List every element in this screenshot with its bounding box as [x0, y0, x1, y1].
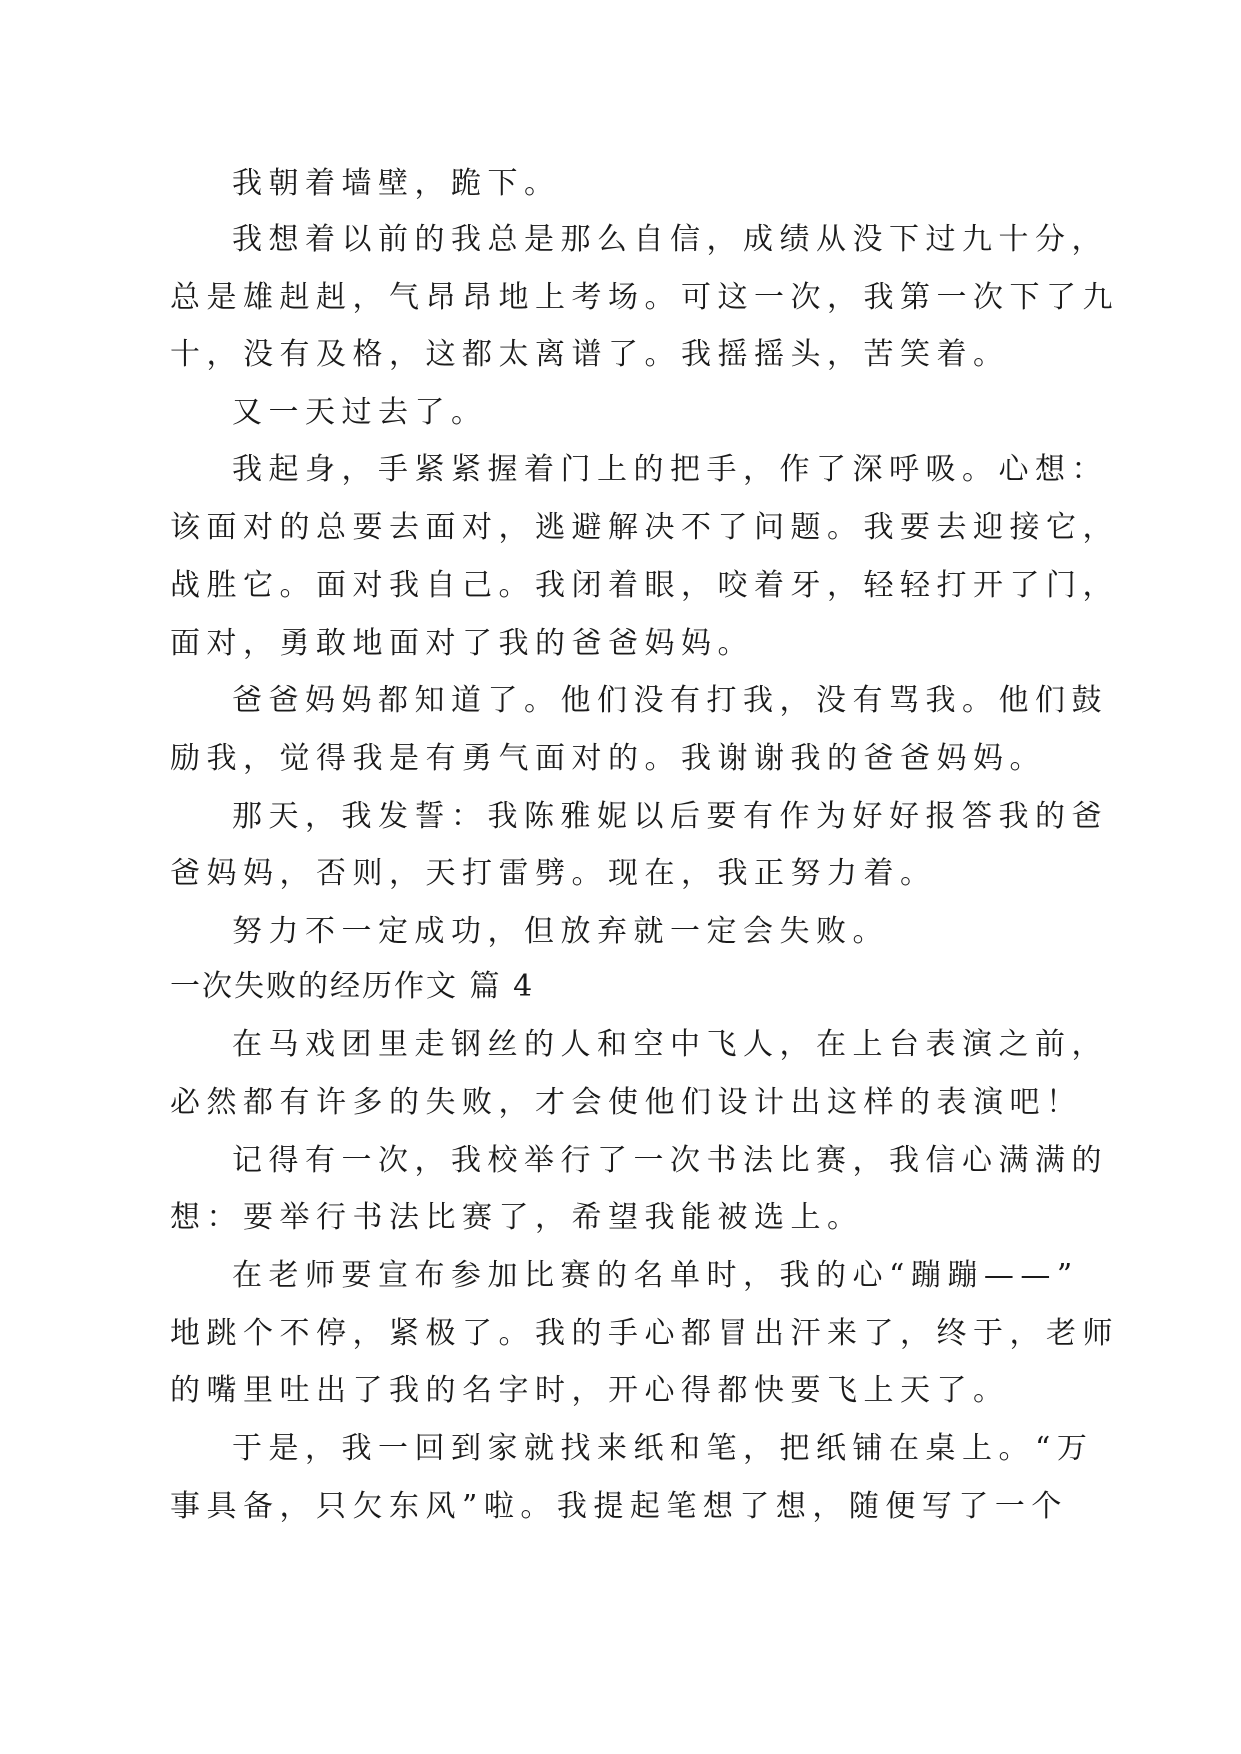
text-line: 努力不一定成功，但放弃就一定会失败。 [232, 914, 889, 949]
text-line: 事具备，只欠东风”啦。我提起笔想了想，随便写了一个 [170, 1489, 1068, 1524]
text-line: 该面对的总要去面对，逃避解决不了问题。我要去迎接它， [170, 510, 1119, 545]
text-line: 在马戏团里走钢丝的人和空中飞人，在上台表演之前， [232, 1027, 1108, 1062]
text-line: 总是雄赳赳，气昂昂地上考场。可这一次，我第一次下了九 [170, 280, 1119, 315]
text-line: 我朝着墙壁，跪下。 [232, 166, 561, 201]
text-line: 的嘴里吐出了我的名字时，开心得都快要飞上天了。 [170, 1373, 1010, 1408]
text-line: 记得有一次，我校举行了一次书法比赛，我信心满满的 [232, 1143, 1108, 1178]
text-line: 战胜它。面对我自己。我闭着眼，咬着牙，轻轻打开了门， [170, 568, 1119, 603]
text-line: 爸妈妈，否则，天打雷劈。现在，我正努力着。 [170, 856, 937, 891]
text-line: 必然都有许多的失败，才会使他们设计出这样的表演吧！ [170, 1085, 1083, 1120]
text-line: 爸爸妈妈都知道了。他们没有打我，没有骂我。他们鼓 [232, 683, 1108, 718]
text-line: 十，没有及格，这都太离谱了。我摇摇头，苦笑着。 [170, 337, 1010, 372]
text-line: 地跳个不停，紧极了。我的手心都冒出汗来了，终于，老师 [170, 1316, 1119, 1351]
text-line: 励我，觉得我是有勇气面对的。我谢谢我的爸爸妈妈。 [170, 741, 1046, 776]
text-line: 又一天过去了。 [232, 395, 488, 430]
text-line: 我想着以前的我总是那么自信，成绩从没下过九十分， [232, 222, 1108, 257]
text-line: 想：要举行书法比赛了，希望我能被选上。 [170, 1200, 864, 1235]
text-line: 在老师要宣布参加比赛的名单时，我的心“蹦蹦——” [232, 1258, 1079, 1293]
text-line: 那天，我发誓：我陈雅妮以后要有作为好好报答我的爸 [232, 799, 1108, 834]
section-heading: 一次失败的经历作文 篇 4 [170, 969, 535, 1004]
text-line: 于是，我一回到家就找来纸和笔，把纸铺在桌上。“万 [232, 1431, 1094, 1466]
text-line: 我起身，手紧紧握着门上的把手，作了深呼吸。心想： [232, 452, 1108, 487]
text-line: 面对，勇敢地面对了我的爸爸妈妈。 [170, 626, 754, 661]
